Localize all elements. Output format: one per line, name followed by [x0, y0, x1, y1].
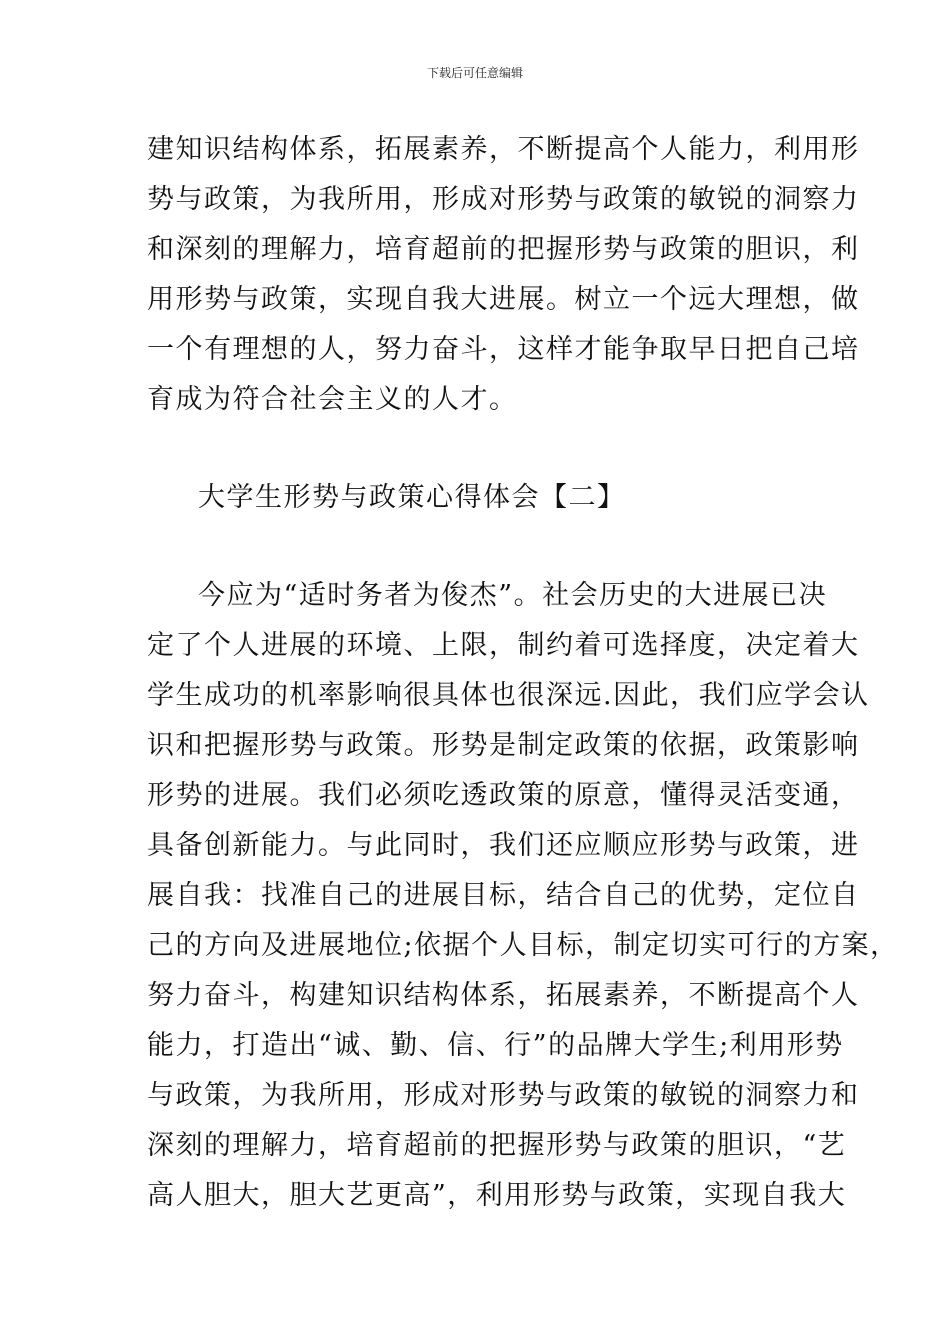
paragraph-line: 高人胆大，胆大艺更高”，利用形势与政策，实现自我大: [147, 1180, 847, 1211]
paragraph-line: 形势的进展。我们必须吃透政策的原意，懂得灵活变通，: [147, 780, 860, 811]
paragraph-line: 己的方向及进展地位;依据个人目标，制定切实可行的方案，: [147, 930, 899, 961]
paragraph-line: 今应为“适时务者为俊杰”。社会历史的大进展已决: [198, 580, 828, 611]
paragraph-line: 和深刻的理解力，培育超前的把握形势与政策的胆识，利: [147, 234, 860, 265]
header-note: 下载后可任意编辑: [426, 66, 523, 80]
paragraph-line: 展自我：找准自己的进展目标，结合自己的优势，定位自: [147, 880, 860, 911]
paragraph-line: 用形势与政策，实现自我大进展。树立一个远大理想，做: [147, 284, 860, 315]
paragraph-line: 能力，打造出“诚、勤、信、行”的品牌大学生;利用形势: [147, 1030, 844, 1061]
paragraph-line: 学生成功的机率影响很具体也很深远.因此，我们应学会认: [147, 680, 870, 711]
section-heading: 大学生形势与政策心得体会【二】: [198, 482, 626, 513]
paragraph-line: 识和把握形势与政策。形势是制定政策的依据，政策影响: [147, 730, 860, 761]
paragraph-line: 一个有理想的人，努力奋斗，这样才能争取早日把自己培: [147, 334, 860, 365]
paragraph-line: 努力奋斗，构建知识结构体系，拓展素养，不断提高个人: [147, 980, 860, 1011]
paragraph-line: 育成为符合社会主义的人才。: [147, 384, 518, 415]
paragraph-line: 势与政策，为我所用，形成对形势与政策的敏锐的洞察力: [147, 184, 860, 215]
paragraph-line: 具备创新能力。与此同时，我们还应顺应形势与政策，进: [147, 830, 860, 861]
paragraph-line: 与政策，为我所用，形成对形势与政策的敏锐的洞察力和: [147, 1080, 860, 1111]
paragraph-line: 建知识结构体系，拓展素养，不断提高个人能力，利用形: [147, 134, 860, 165]
paragraph-line: 深刻的理解力，培育超前的把握形势与政策的胆识，“艺: [147, 1130, 847, 1161]
paragraph-line: 定了个人进展的环境、上限，制约着可选择度，决定着大: [147, 630, 860, 661]
